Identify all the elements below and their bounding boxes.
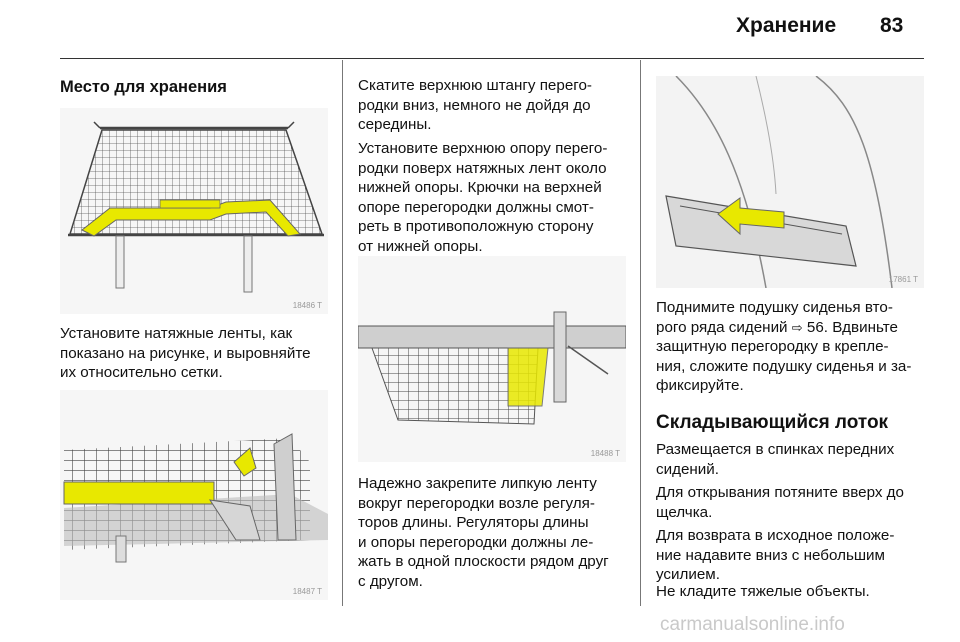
paragraph-install-upper-support: Установите верхнюю опору перего- родки поверх натяжных лент около нижней опоры. Крючки на верхней опоре перегородки должны смот- реть в противоположную сторону от нижней опоры. — [358, 140, 608, 255]
figure-id: 18487 T — [292, 587, 322, 596]
figure-length-adjusters — [358, 256, 626, 462]
paragraph-roll-down-bar: Скатите верхнюю штангу перего- родки вниз, немного не дойдя до середины. — [358, 77, 592, 134]
paragraph-tray-open: Для открывания потяните вверх до щелчка. — [656, 484, 904, 521]
watermark: carmanualsonline.info — [660, 614, 845, 635]
column-divider-right — [640, 60, 641, 606]
figure-cargo-net-straps — [60, 108, 328, 314]
figure-insert-partition — [656, 76, 924, 288]
column-divider-left — [342, 60, 343, 606]
section-heading-folding-tray: Складывающийся лоток — [656, 412, 889, 433]
figure-id: 17861 T — [888, 275, 918, 284]
figure-id: 18488 T — [590, 449, 620, 458]
page-header-title: Хранение — [736, 14, 837, 37]
paragraph-install-straps: Установите натяжные ленты, как показано на рисунке, и выровняйте их относительно сетки. — [60, 325, 311, 382]
paragraph-raise-seat-cushion: Поднимите подушку сиденья вто- рого ряда сидений ⇨ 56. Вдвиньте защитную перегородку в крепле- ния, сложите подушку сиденья и за- фиксируйте. — [656, 299, 912, 395]
header-rule — [60, 58, 924, 59]
figure-net-close-up — [60, 390, 328, 600]
paragraph-no-heavy-objects: Не кладите тяжелые объекты. — [656, 583, 870, 600]
section-heading-storage: Место для хранения — [60, 78, 227, 96]
paragraph-secure-velcro: Надежно закрепите липкую ленту вокруг перегородки возле регуля- торов длины. Регуляторы длины и опоры перегородки должны ле- жать в одной плоскости рядом друг с другом. — [358, 475, 609, 590]
paragraph-tray-close: Для возврата в исходное положе- ние надавите вниз с небольшим усилием. — [656, 527, 895, 584]
paragraph-tray-location: Размещается в спинках передних сидений. — [656, 441, 895, 478]
page-number: 83 — [880, 14, 904, 37]
page-reference-arrow-icon: ⇨ — [791, 319, 803, 335]
figure-id: 18486 T — [292, 301, 322, 310]
